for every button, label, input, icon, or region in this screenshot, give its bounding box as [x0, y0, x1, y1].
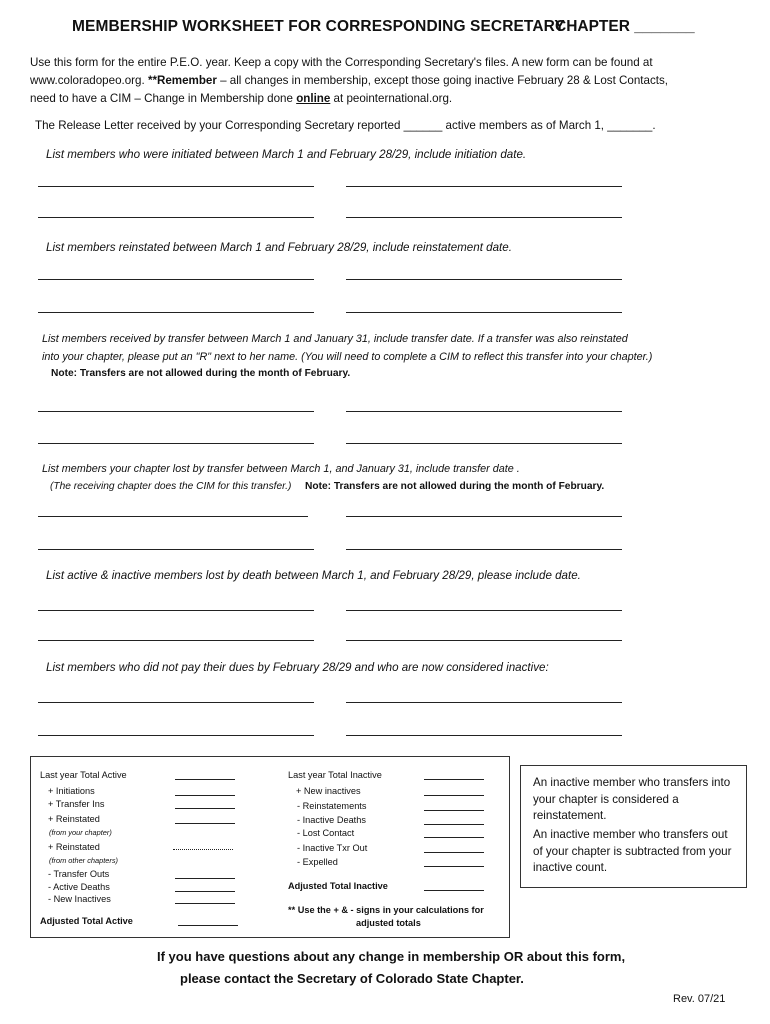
inactive-entry-line[interactable] — [346, 735, 622, 736]
from-other-chapters-note: (from other chapters) — [49, 856, 119, 865]
inactive-transfer-in-info: An inactive member who transfers into your chapter is considered a reinstatement. — [533, 776, 731, 822]
footer-question-line: If you have questions about any change in membership OR about this form, — [157, 949, 626, 964]
transfer-out-entry-line[interactable] — [38, 516, 308, 517]
active-last-year-input[interactable] — [175, 779, 235, 780]
inactive-last-year-label: Last year Total Inactive — [288, 770, 382, 780]
inactive-expelled-label: - Expelled — [297, 857, 338, 867]
section-inactive-heading: List members who did not pay their dues by February 28/29 and who are now considered inactive: — [46, 661, 549, 674]
active-last-year-label: Last year Total Active — [40, 770, 127, 780]
inactive-txr-out-input[interactable] — [424, 852, 484, 853]
active-new-inactives-label: - New Inactives — [48, 894, 111, 904]
adjusted-total-active-label: Adjusted Total Active — [40, 916, 133, 926]
section-reinstated-heading: List members reinstated between March 1 and February 28/29, include reinstatement date. — [46, 241, 512, 254]
inactive-lost-contact-label: - Lost Contact — [297, 828, 355, 838]
chapter-field-label: CHAPTER _______ — [555, 18, 695, 35]
death-entry-line[interactable] — [346, 640, 622, 641]
release-letter-line: The Release Letter received by your Corresponding Secretary reported ______ active members as of March 1, _______. — [35, 119, 656, 132]
initiated-entry-line[interactable] — [346, 217, 622, 218]
intro-remember: **Remember — [147, 74, 217, 87]
footer-contact-line: please contact the Secretary of Colorado State Chapter. — [180, 971, 524, 986]
inactive-transfer-out-info: An inactive member who transfers out of your chapter is subtracted from your inactive count. — [533, 828, 732, 874]
inactive-entry-line[interactable] — [38, 702, 314, 703]
section-transfer-in-heading: List members received by transfer between March 1 and January 31, include transfer date. If a transfer was also reinstated — [42, 333, 628, 345]
intro-cim-text: need to have a CIM – Change in Membership done — [30, 92, 297, 105]
inactive-lost-contact-input[interactable] — [424, 837, 484, 838]
transfer-in-note: Note: Transfers are not allowed during the month of February. — [51, 368, 351, 379]
page-title: MEMBERSHIP WORKSHEET FOR CORRESPONDING SECRETARY — [72, 18, 565, 35]
reinstated-entry-line[interactable] — [38, 279, 314, 280]
active-transfer-outs-input[interactable] — [175, 878, 235, 879]
active-deaths-label: - Active Deaths — [48, 882, 110, 892]
active-reinstated-own-input[interactable] — [175, 823, 235, 824]
intro-remember-text: – all changes in membership, except those going inactive February 28 & Lost Contacts, — [216, 74, 669, 87]
adjusted-total-active-input[interactable] — [178, 925, 238, 926]
active-reinstated-other-input[interactable] — [173, 849, 233, 850]
inactive-expelled-input[interactable] — [424, 866, 484, 867]
section-initiated-heading: List members who were initiated between March 1 and February 28/29, include initiation date. — [46, 148, 527, 161]
death-entry-line[interactable] — [38, 640, 314, 641]
initiated-entry-line[interactable] — [38, 217, 314, 218]
inactive-entry-line[interactable] — [38, 735, 314, 736]
section-death-heading: List active & inactive members lost by death between March 1, and February 28/29, please include date. — [46, 569, 581, 582]
transfer-out-entry-line[interactable] — [346, 516, 622, 517]
death-entry-line[interactable] — [346, 610, 622, 611]
transfer-out-entry-line[interactable] — [38, 549, 314, 550]
reinstated-entry-line[interactable] — [346, 312, 622, 313]
active-initiations-label: + Initiations — [48, 786, 95, 796]
inactive-txr-out-label: - Inactive Txr Out — [297, 843, 368, 853]
intro-online: online — [296, 92, 331, 105]
calc-signs-note-2: adjusted totals — [356, 918, 421, 928]
intro-site: at peointernational.org. — [330, 92, 453, 105]
transfer-in-entry-line[interactable] — [346, 443, 622, 444]
calc-signs-note: ** Use the + & - signs in your calculations for — [288, 905, 484, 915]
reinstated-entry-line[interactable] — [38, 312, 314, 313]
active-transfer-ins-input[interactable] — [175, 808, 235, 809]
active-transfer-ins-label: + Transfer Ins — [48, 799, 105, 809]
inactive-deaths-input[interactable] — [424, 824, 484, 825]
active-transfer-outs-label: - Transfer Outs — [48, 869, 110, 879]
active-initiations-input[interactable] — [175, 795, 235, 796]
inactive-reinstatements-label: - Reinstatements — [297, 801, 367, 811]
inactive-transfer-info-box — [520, 765, 747, 888]
inactive-reinstatements-input[interactable] — [424, 810, 484, 811]
transfer-in-entry-line[interactable] — [346, 411, 622, 412]
active-deaths-input[interactable] — [175, 891, 235, 892]
inactive-last-year-input[interactable] — [424, 779, 484, 780]
from-your-chapter-note: (from your chapter) — [49, 828, 112, 837]
death-entry-line[interactable] — [38, 610, 314, 611]
transfer-in-entry-line[interactable] — [38, 411, 314, 412]
section-transfer-in-heading-2: into your chapter, please put an "R" next to her name. (You will need to complete a CIM to reflect this transfer into your chapter.) — [42, 351, 653, 363]
intro-paragraph — [30, 54, 730, 108]
active-reinstated-own-label: + Reinstated — [48, 814, 100, 824]
revision-date: Rev. 07/21 — [673, 993, 726, 1005]
section-transfer-out-heading: List members your chapter lost by transfer between March 1, and January 31, include transfer date . — [42, 463, 520, 475]
inactive-new-label: + New inactives — [296, 786, 361, 796]
transfer-in-entry-line[interactable] — [38, 443, 314, 444]
intro-line-1: Use this form for the entire P.E.O. year. Keep a copy with the Corresponding Secretary's files. A new form can be found at — [30, 56, 653, 69]
adjusted-total-inactive-label: Adjusted Total Inactive — [288, 881, 388, 891]
active-new-inactives-input[interactable] — [175, 903, 235, 904]
transfer-out-note-cim: (The receiving chapter does the CIM for this transfer.) — [50, 481, 292, 492]
transfer-out-entry-line[interactable] — [346, 549, 622, 550]
intro-line-2 — [30, 72, 730, 90]
intro-line-3 — [30, 90, 730, 108]
intro-website: www.coloradopeo.org. — [30, 74, 148, 87]
initiated-entry-line[interactable] — [38, 186, 314, 187]
inactive-entry-line[interactable] — [346, 702, 622, 703]
reinstated-entry-line[interactable] — [346, 279, 622, 280]
inactive-deaths-label: - Inactive Deaths — [297, 815, 366, 825]
transfer-out-note: Note: Transfers are not allowed during the month of February. — [305, 481, 605, 492]
inactive-new-input[interactable] — [424, 795, 484, 796]
active-reinstated-other-label: + Reinstated — [48, 842, 100, 852]
initiated-entry-line[interactable] — [346, 186, 622, 187]
adjusted-total-inactive-input[interactable] — [424, 890, 484, 891]
